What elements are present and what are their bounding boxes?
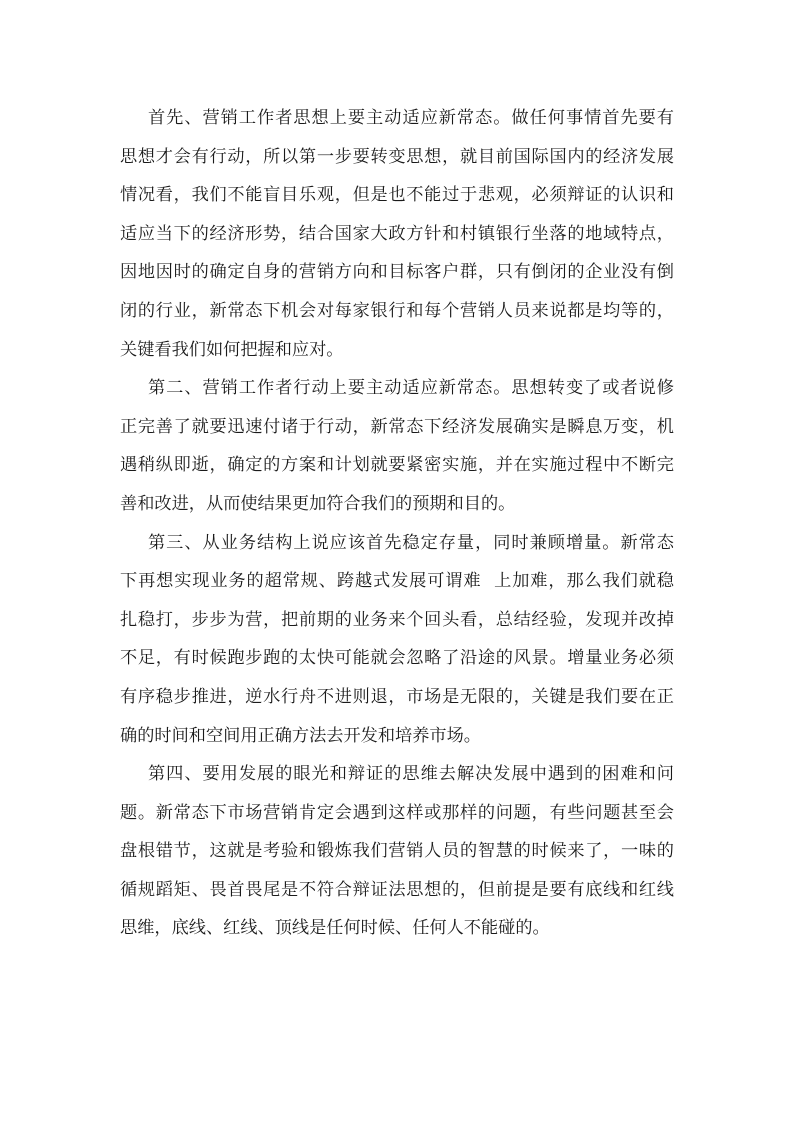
text-line: 思维，底线、红线、顶线是任何时候、任何人不能碰的。: [120, 918, 550, 939]
paragraph-4: [120, 755, 674, 948]
text-line: 题。新常态下市场营销肯定会遇到这样或那样的问题，有些问题甚至会: [120, 802, 674, 823]
text-line: 情况看，我们不能盲目乐观，但是也不能过于悲观，必须辩证的认识和: [120, 185, 674, 206]
text-line: 因地因时的确定自身的营销方向和目标客户群，只有倒闭的企业没有倒: [120, 262, 674, 283]
paragraph-2: [120, 369, 674, 523]
text-line: 盘根错节，这就是考验和锻炼我们营销人员的智慧的时候来了，一味的: [120, 841, 674, 862]
text-line: 确的时间和空间用正确方法去开发和培养市场。: [120, 725, 481, 746]
text-line: 不足，有时候跑步跑的太快可能就会忽略了沿途的风景。增量业务必须: [120, 648, 674, 669]
text-line: 首先、营销工作者思想上要主动适应新常态。做任何事情首先要有: [148, 108, 674, 128]
text-line: 第三、从业务结构上说应该首先稳定存量，同时兼顾增量。新常态: [148, 532, 674, 553]
text-line: 适应当下的经济形势，结合国家大政方针和村镇银行坐落的地域特点，: [120, 223, 674, 244]
text-line: 思想才会有行动，所以第一步要转变思想，就目前国际国内的经济发展: [120, 146, 674, 167]
text-line: 善和改进，从而使结果更加符合我们的预期和目的。: [120, 493, 516, 514]
text-line: 第四、要用发展的眼光和辩证的思维去解决发展中遇到的困难和问: [148, 764, 674, 785]
text-line: 遇稍纵即逝，确定的方案和计划就要紧密实施，并在实施过程中不断完: [120, 455, 674, 476]
text-line: 关键看我们如何把握和应对。: [120, 339, 344, 360]
document-body: [120, 99, 674, 948]
text-line: 闭的行业，新常态下机会对每家银行和每个营销人员来说都是均等的，: [120, 300, 674, 321]
text-line: 第二、营销工作者行动上要主动适应新常态。思想转变了或者说修: [148, 378, 674, 399]
paragraph-1: [120, 99, 674, 369]
paragraph-3: [120, 524, 674, 756]
text-line: 扎稳打，步步为营，把前期的业务来个回头看，总结经验，发现并改掉: [120, 609, 674, 630]
text-line: 正完善了就要迅速付诸于行动，新常态下经济发展确实是瞬息万变，机: [120, 416, 674, 437]
text-line: 有序稳步推进，逆水行舟不进则退，市场是无限的，关键是我们要在正: [120, 686, 674, 707]
text-line: 循规蹈矩、畏首畏尾是不符合辩证法思想的，但前提是要有底线和红线: [120, 879, 674, 900]
text-line: 下再想实现业务的超常规、跨越式发展可谓难 上加难，那么我们就稳: [120, 571, 674, 592]
